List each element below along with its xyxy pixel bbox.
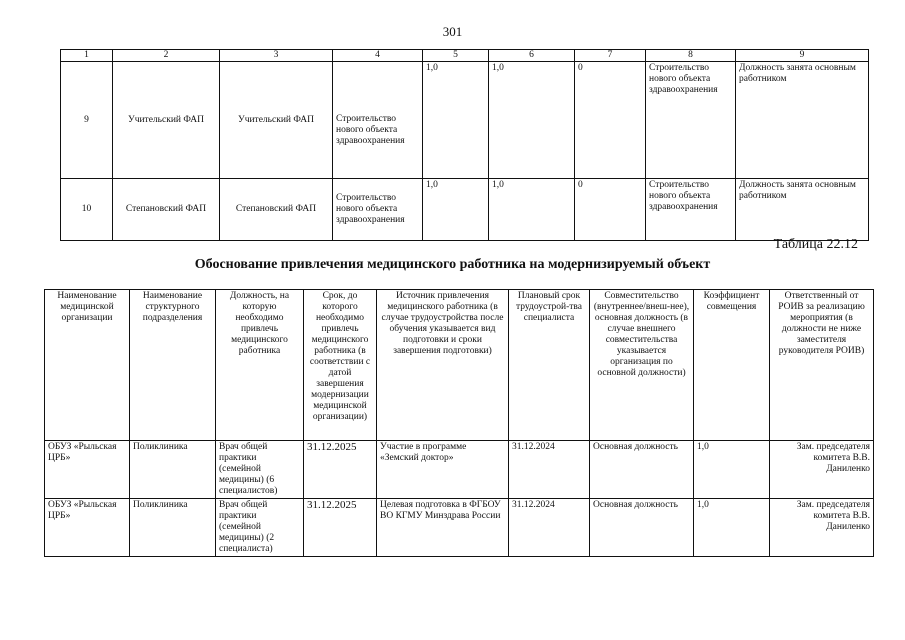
col-number: 2 [113,50,220,62]
row-number: 10 [61,179,113,241]
table-row [61,179,869,241]
row-number: 9 [61,62,113,179]
value-cell: 0 [575,179,646,241]
column-header: Совместительство (внутреннее/внеш-нее), основная должность (в случае внешнего совместительства указывается организация по основной должности) [590,290,694,441]
combination-cell: Основная должность [590,441,694,499]
justification-table [44,289,874,557]
unit-name: Степановский ФАП [220,179,333,241]
continued-table [60,49,869,241]
col-number: 6 [489,50,575,62]
col-number: 3 [220,50,333,62]
deadline-cell: 31.12.2025 [304,499,377,557]
position-cell: Врач общей практики (семейной медицины) (2 специалиста) [216,499,304,557]
col-number: 8 [646,50,736,62]
combination-cell: Основная должность [590,499,694,557]
facility-name: Степановский ФАП [113,179,220,241]
table-caption: Таблица 22.12 [773,237,858,252]
col-number: 5 [423,50,489,62]
value-cell: 0 [575,62,646,179]
unit-cell: Поликлиника [130,441,216,499]
table-row [45,499,874,557]
value-cell: 1,0 [423,62,489,179]
value-cell: 1,0 [489,62,575,179]
page-number: 301 [442,24,463,39]
column-header: Должность, на которую необходимо привлечь медицинского работника [216,290,304,441]
col-number: 7 [575,50,646,62]
column-header: Плановый срок трудоустрой-тва специалиста [509,290,590,441]
unit-name: Учительский ФАП [220,62,333,179]
col-number: 1 [61,50,113,62]
status-cell: Должность занята основным работником [736,179,869,241]
column-header: Ответственный от РОИВ за реализацию мероприятия (в должности не ниже заместителя руководителя РОИВ) [770,290,874,441]
column-header: Источник привлечения медицинского работника (в случае трудоустройства после обучения указывается вид подготовки и сроки завершения подготовки) [377,290,509,441]
header-row [45,290,874,441]
unit-cell: Поликлиника [130,499,216,557]
position-cell: Врач общей практики (семейной медицины) (6 специалистов) [216,441,304,499]
coefficient-cell: 1,0 [694,441,770,499]
action-cell: Строительство нового объекта здравоохранения [646,179,736,241]
col-number: 4 [333,50,423,62]
table-title: Обоснование привлечения медицинского работника на модернизируемый объект [194,257,711,272]
facility-name: Учительский ФАП [113,62,220,179]
status-cell: Должность занята основным работником [736,62,869,179]
planned-cell: 31.12.2024 [509,441,590,499]
action-cell: Строительство нового объекта здравоохранения [333,179,423,241]
coefficient-cell: 1,0 [694,499,770,557]
deadline-cell: 31.12.2025 [304,441,377,499]
column-header: Наименование медицинской организации [45,290,130,441]
column-header: Наименование структурного подразделения [130,290,216,441]
planned-cell: 31.12.2024 [509,499,590,557]
column-header: Коэффициент совмещения [694,290,770,441]
column-number-row [61,50,869,62]
col-number: 9 [736,50,869,62]
org-cell: ОБУЗ «Рыльская ЦРБ» [45,441,130,499]
table-row [61,62,869,179]
value-cell: 1,0 [423,179,489,241]
table-row [45,441,874,499]
org-cell: ОБУЗ «Рыльская ЦРБ» [45,499,130,557]
action-cell: Строительство нового объекта здравоохранения [333,62,423,179]
responsible-cell: Зам. председателя комитета В.В. Даниленко [770,441,874,499]
responsible-cell: Зам. председателя комитета В.В. Даниленко [770,499,874,557]
action-cell: Строительство нового объекта здравоохранения [646,62,736,179]
column-header: Срок, до которого необходимо привлечь медицинского работника (в соответствии с датой завершения модернизации медицинской организации) [304,290,377,441]
source-cell: Целевая подготовка в ФГБОУ ВО КГМУ Минздрава России [377,499,509,557]
value-cell: 1,0 [489,179,575,241]
source-cell: Участие в программе «Земский доктор» [377,441,509,499]
